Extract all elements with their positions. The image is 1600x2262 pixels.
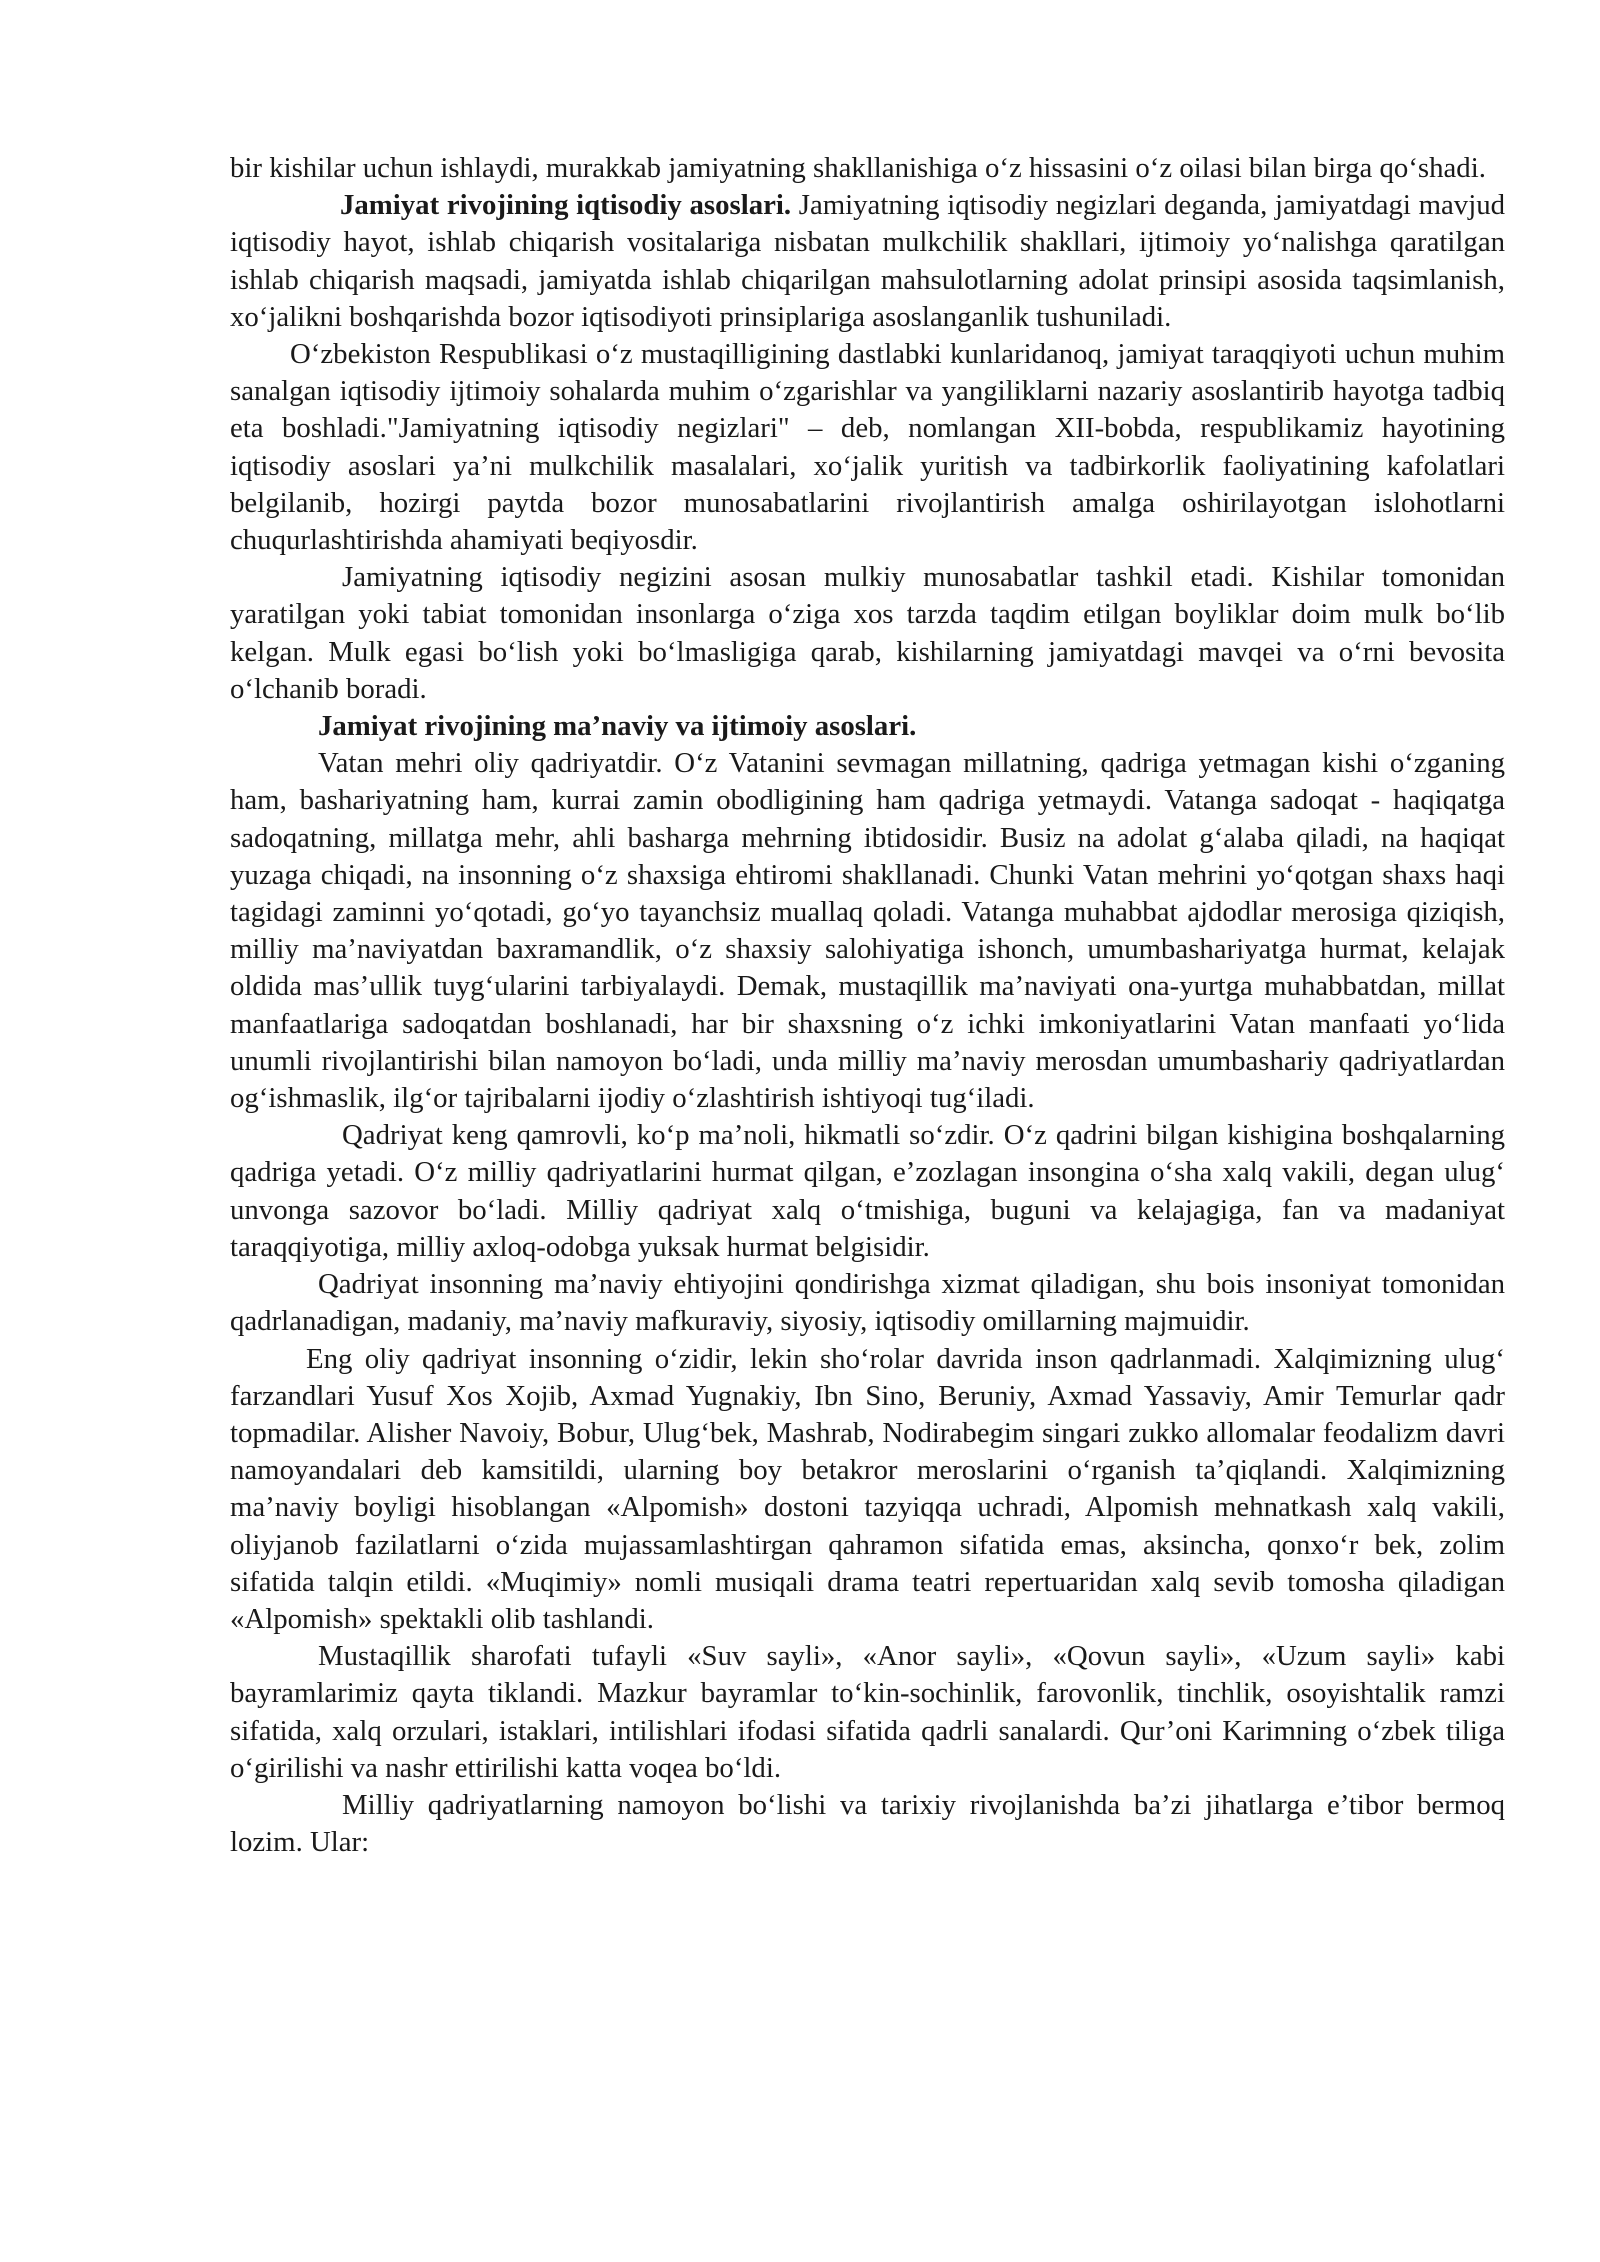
paragraph: O‘zbekiston Respublikasi o‘z mustaqilligining dastlabki kunlaridanoq, jamiyat taraqqiyoti uchun muhim sanalgan iqtisodiy ijtimoiy sohalarda muhim o‘zgarishlar va yangiliklarni nazariy asoslantirib hayotga tadbiq eta boshladi."Jamiyatning iqtisodiy negizlari" – deb, nomlangan XII-bobda, respublikamiz hayotining iqtisodiy asoslari ya’ni mulkchilik masalalari, xo‘jalik yuritish va tadbirkorlik faoliyatining kafolatlari belgilanib, hozirgi paytda bozor munosabatlarini rivojlantirish amalga oshirilayotgan islohotlarni chuqurlashtirishda ahamiyati beqiyosdir. <box>230 338 1505 557</box>
paragraph: Vatan mehri oliy qadriyatdir. O‘z Vatanini sevmagan millatning, qadriga yetmagan kishi o‘zganing ham, bashariyatning ham, kurrai zamin obodligining ham qadriga yetmaydi. Vatanga sadoqat - haqiqatga sadoqatning, millatga mehr, ahli basharga mehrning ibtidosidir. Busiz na adolat g‘alaba qiladi, na haqiqat yuzaga chiqadi, na insonning o‘z shaxsiga ehtiromi shakllanadi. Chunki Vatan mehrini yo‘qotgan shaxs haqi tagidagi zaminni yo‘qotadi, go‘yo tayanchsiz muallaq qoladi. Vatanga muhabbat ajdodlar merosiga qiziqish, milliy ma’naviyatdan baxramandlik, o‘z shaxsiy salohiyatiga ishonch, umumbashariyatga hurmat, kelajak oldida mas’ullik tuyg‘ularini tarbiyalaydi. Demak, mustaqillik ma’naviyati ona-yurtga muhabbatdan, millat manfaatlariga sadoqatdan boshlanadi, har bir shaxsning o‘z ichki imkoniyatlarini Vatan manfaati yo‘lida unumli rivojlantirishi bilan namoyon bo‘ladi, unda milliy ma’naviy merosdan umumbashariy qadriyatlardan og‘ishmaslik, ilg‘or tajribalarni ijodiy o‘zlashtirish ishtiyoqi tug‘iladi. <box>230 747 1505 1115</box>
paragraph: Milliy qadriyatlarning namoyon bo‘lishi va tarixiy rivojlanishda ba’zi jihatlarga e’tibor bermoq lozim. Ular: <box>230 1788 1505 1859</box>
paragraph: Mustaqillik sharofati tufayli «Suv sayli», «Anor sayli», «Qovun sayli», «Uzum sayli» kabi bayramlarimiz qayta tiklandi. Mazkur bayramlar to‘kin-sochinlik, farovonlik, tinchlik, osoyishtalik ramzi sifatida, xalq orzulari, istaklari, intilishlari ifodasi sifatida qadrli sanalardi. Qur’oni Karimning o‘zbek tiliga o‘girilishi va nashr ettirilishi katta voqea bo‘ldi. <box>230 1640 1505 1784</box>
paragraph: Eng oliy qadriyat insonning o‘zidir, lekin sho‘rolar davrida inson qadrlanmadi. Xalqimizning ulug‘ farzandlari Yusuf Xos Xojib, Axmad Yugnakiy, Ibn Sino, Beruniy, Axmad Yassaviy, Amir Temurlar qadr topmadilar. Alisher Navoiy, Bobur, Ulug‘bek, Mashrab, Nodirabegim singari zukko allomalar feodalizm davri namoyandalari deb kamsitildi, ularning boy betakror meroslarini o‘rganish ta’qiqlandi. Xalqimizning ma’naviy boyligi hisoblangan «Alpomish» dostoni tazyiqqa uchradi, Alpomish mehnatkash xalq vakili, oliyjanob fazilatlarni o‘zida mujassamlashtirgan qahramon sifatida emas, aksincha, qonxo‘r bek, zolim sifatida talqin etildi. «Muqimiy» nomli musiqali drama teatri repertuaridan xalq sevib tomosha qiladigan «Alpomish» spektakli olib tashlandi. <box>230 1342 1505 1635</box>
paragraph-text: Jamiyatning iqtisodiy negizlari deganda, jamiyatdagi mavjud iqtisodiy hayot, ishlab chiqarish vositalariga nisbatan mulkchilik shakllari, ijtimoiy yo‘nalishga qaratilgan ishlab chiqarish maqsadi, jamiyatda ishlab chiqarilgan mahsulotlarning adolat prinsipi asosida taqsimlanish, xo‘jalikni boshqarishda bozor iqtisodiyoti prinsiplariga asoslanganlik tushuniladi. <box>230 189 1505 333</box>
paragraph: Qadriyat insonning ma’naviy ehtiyojini qondirishga xizmat qiladigan, shu bois insoniyat tomonidan qadrlanadigan, madaniy, ma’naviy mafkuraviy, siyosiy, iqtisodiy omillarning majmuidir. <box>230 1268 1505 1338</box>
section-heading: Jamiyat rivojining iqtisodiy asoslari. <box>340 189 792 222</box>
paragraph: Jamiyatning iqtisodiy negizini asosan mulkiy munosabatlar tashkil etadi. Kishilar tomonidan yaratilgan yoki tabiat tomonidan insonlarga o‘ziga xos tarzda taqdim etilgan boyliklar doim mulk bo‘lib kelgan. Mulk egasi bo‘lish yoki bo‘lmasligiga qarab, kishilarning jamiyatdagi mavqei va o‘rni bevosita o‘lchanib boradi. <box>230 561 1505 705</box>
section-heading: Jamiyat rivojining ma’naviy va ijtimoiy asoslari. <box>318 710 917 743</box>
paragraph: Qadriyat keng qamrovli, ko‘p ma’noli, hikmatli so‘zdir. O‘z qadrini bilgan kishigina boshqalarning qadriga yetadi. O‘z milliy qadriyatlarini hurmat qilgan, e’zozlagan insongina o‘sha xalq vakili, degan ulug‘ unvonga sazovor bo‘ladi. Milliy qadriyat xalq o‘tmishiga, buguni va kelajagiga, fan va madaniyat taraqqiyotiga, milliy axloq-odobga yuksak hurmat belgisidir. <box>230 1119 1505 1263</box>
paragraph <box>230 187 1505 336</box>
paragraph: bir kishilar uchun ishlaydi, murakkab jamiyatning shakllanishiga o‘z hissasini o‘z oilasi bilan birga qo‘shadi. <box>230 152 1486 184</box>
